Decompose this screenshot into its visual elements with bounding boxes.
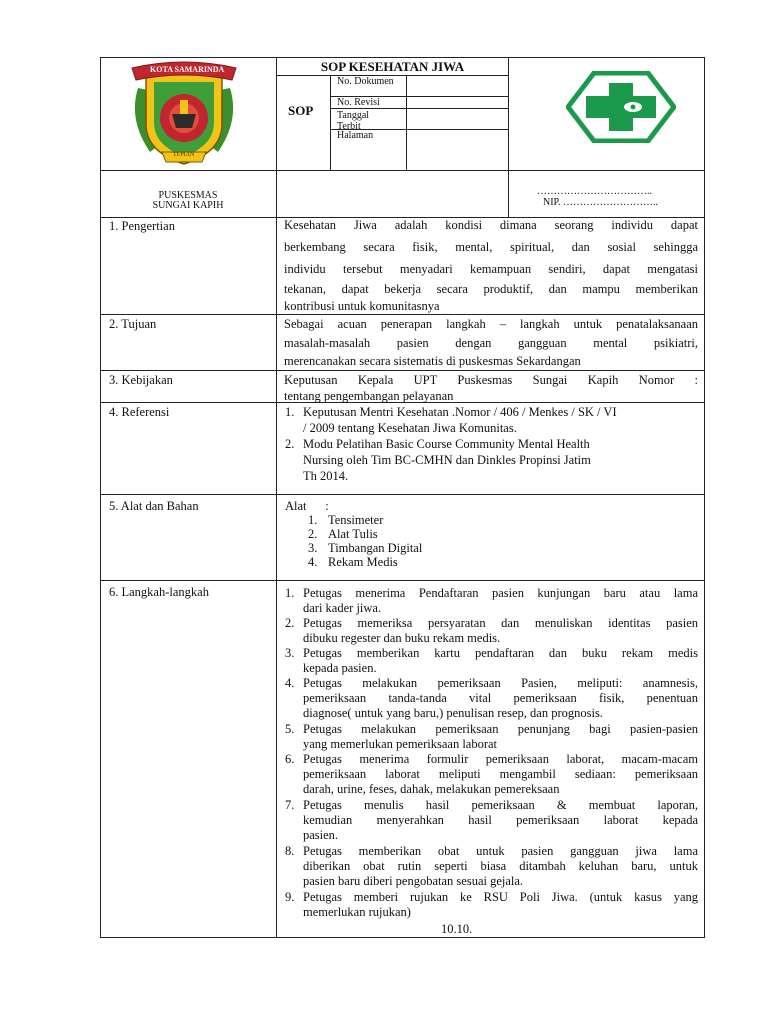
list-number: 1. [285, 405, 295, 419]
step-line: dibuku regester dan buku rekam medis. [303, 631, 501, 645]
tujuan-line: Sebagai acuan penerapan langkah – langkah untuk penatalaksanaan [284, 317, 698, 331]
org-name: PUSKESMAS [158, 190, 218, 201]
list-item: Rekam Medis [328, 555, 398, 569]
list-item: Nursing oleh Tim BC-CMHN dan Dinkles Propinsi Jatim [303, 453, 591, 467]
step-number: 1. [285, 586, 295, 600]
step-line: diagnose( untuk yang baru,) penulisan resep, dan prognosis. [303, 706, 603, 720]
step-line: dari kader jiwa. [303, 601, 382, 615]
nip-field: NIP. ……………………….. [543, 197, 659, 208]
sop-label: SOP [288, 103, 314, 118]
step-line: pasien. [303, 828, 339, 842]
field-no-dokumen: No. Dokumen [337, 76, 394, 87]
org-location: SUNGAI KAPIH [152, 200, 224, 211]
step-number: 4. [285, 676, 295, 690]
logo-banner-text: KOTA SAMARINDA [150, 65, 225, 74]
step-line: Petugas melakukan pemeriksaan Pasien, meliputi: anamnesis, [303, 676, 698, 690]
step-line: Petugas memberikan obat untuk pasien gangguan jiwa lama [303, 844, 698, 858]
pengertian-line: individu tersebut menyadari kemampuan sendiri, dapat mengatasi [284, 262, 698, 276]
step-number: 8. [285, 844, 295, 858]
step-number: 5. [285, 722, 295, 736]
step-line: darah, urine, feses, dahak, melakukan pemereksaan [303, 782, 560, 796]
pengertian-line: Kesehatan Jiwa adalah kondisi dimana seorang individu dapat [284, 218, 698, 232]
step-line: yang memerlukan pemeriksaan laborat [303, 737, 498, 751]
page-footer-number: 10.10. [441, 922, 473, 936]
step-line: Petugas menerima Pendaftaran pasien kunjungan baru atau lama [303, 586, 698, 600]
step-line: kepada pasien. [303, 661, 377, 675]
step-line: Petugas memberikan kartu pendaftaran dan buku rekam medis [303, 646, 698, 660]
step-number: 9. [285, 890, 295, 904]
step-number: 3. [285, 646, 295, 660]
list-item: / 2009 tentang Kesehatan Jiwa Komunitas. [303, 421, 517, 435]
row-label-pengertian: 1. Pengertian [109, 219, 175, 233]
step-number: 7. [285, 798, 295, 812]
alat-heading: Alat : [285, 499, 329, 513]
step-line: pasien baru diberi pengobatan sesuai gejala. [303, 874, 524, 888]
logo-motto-text: TEPIAN [173, 152, 195, 158]
step-line: pemeriksaan laborat meliputi mengambil sediaan: pemeriksaan [303, 767, 698, 781]
list-item: Tensimeter [328, 513, 384, 527]
step-number: 6. [285, 752, 295, 766]
field-no-revisi: No. Revisi [337, 97, 380, 108]
tujuan-line: masalah-masalah pasien dengan gangguan mental psikiatri, [284, 336, 698, 350]
row-label-kebijakan: 3. Kebijakan [109, 373, 173, 387]
step-number: 2. [285, 616, 295, 630]
list-number: 4. [308, 555, 318, 569]
pengertian-line: kontribusi untuk komunitasnya [284, 299, 440, 313]
step-line: diberikan obat rutin seperti biasa ditambah keluhan baru, untuk [303, 859, 698, 873]
kebijakan-line: tentang pengembangan pelayanan [284, 389, 454, 403]
pengertian-line: berkembang secara fisik, mental, spiritual, dan sosial sehingga [284, 240, 698, 254]
list-number: 2. [285, 437, 295, 451]
field-tanggal-terbit: Tanggal Terbit [337, 110, 370, 132]
row-label-langkah: 6. Langkah-langkah [109, 585, 209, 599]
list-number: 1. [308, 513, 318, 527]
step-line: Petugas memeriksa persyaratan dan menuliskan identitas pasien [303, 616, 698, 630]
step-line: Petugas menulis hasil pemeriksaan & membuat laporan, [303, 798, 698, 812]
step-line: Petugas memberi rujukan ke RSU Poli Jiwa. (untuk kasus yang [303, 890, 698, 904]
pengertian-line: tekanan, dapat bekerja secara produktif, dan mampu memberikan [284, 282, 698, 296]
list-item: Keputusan Mentri Kesehatan .Nomor / 406 / Menkes / SK / VI [303, 405, 617, 419]
step-line: pemeriksaan tanda-tanda vital pemeriksaan fisik, penentuan [303, 691, 698, 705]
row-label-alat: 5. Alat dan Bahan [109, 499, 199, 513]
list-item: Th 2014. [303, 469, 349, 483]
list-number: 3. [308, 541, 318, 555]
list-item: Alat Tulis [328, 527, 378, 541]
list-item: Timbangan Digital [328, 541, 423, 555]
list-number: 2. [308, 527, 318, 541]
row-label-tujuan: 2. Tujuan [109, 317, 157, 331]
step-line: kemudian menyerahkan hasil pemeriksaan laborat kepada [303, 813, 698, 827]
field-halaman: Halaman [337, 130, 374, 141]
kebijakan-line: Keputusan Kepala UPT Puskesmas Sungai Kapih Nomor : [284, 373, 698, 387]
document-title: SOP KESEHATAN JIWA [320, 59, 465, 74]
step-line: Petugas melakukan pemeriksaan penunjang bagi pasien-pasien [303, 722, 698, 736]
row-label-referensi: 4. Referensi [109, 405, 170, 419]
tujuan-line: merencanakan secara sistematis di puskesmas Sekardangan [284, 354, 581, 368]
puskesmas-cross-logo [566, 71, 676, 143]
list-item: Modu Pelatihan Basic Course Community Mental Health [303, 437, 590, 451]
signature-line: …………………………….. [537, 186, 652, 197]
step-line: memerlukan rujukan) [303, 905, 411, 919]
step-line: Petugas menerima formulir pemeriksaan laborat, macam-macam [303, 752, 698, 766]
